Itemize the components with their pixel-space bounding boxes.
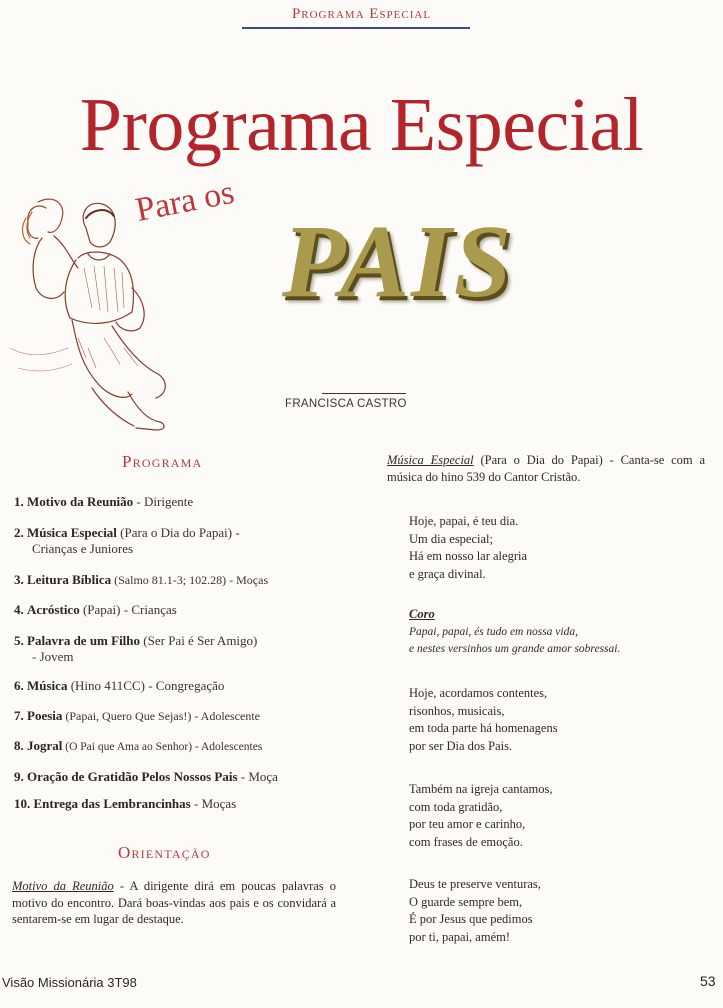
verse-stanza-3	[409, 781, 553, 851]
item-detail: (Papai) - Crianças	[79, 602, 177, 617]
musica-intro	[387, 452, 705, 485]
page-number: 53	[700, 973, 716, 989]
programa-item	[14, 572, 344, 588]
verse-coro	[409, 606, 620, 659]
verse-line: com toda gratidão,	[409, 799, 503, 814]
verse-line: Papai, papai, és tudo em nossa vida,	[409, 625, 578, 638]
programa-item	[14, 633, 344, 665]
subtitle-para-os: Para os	[132, 173, 238, 230]
father-daughter-illustration	[8, 188, 178, 438]
verse-line: risonhos, musicais,	[409, 703, 505, 718]
verse-line: Um dia especial;	[409, 531, 493, 546]
item-number: 4.	[14, 602, 24, 617]
item-title: Motivo da Reunião	[27, 494, 134, 509]
author-rule	[322, 393, 406, 394]
running-head-rule	[242, 27, 470, 29]
item-number: 6.	[14, 678, 24, 693]
item-detail: (Ser Pai é Ser Amigo)	[140, 633, 258, 648]
programa-item	[14, 525, 344, 557]
item-number: 2.	[14, 525, 24, 540]
programa-item	[14, 708, 344, 724]
item-title: Entrega das Lembrancinhas	[33, 796, 191, 811]
coro-label: Coro	[409, 607, 435, 621]
item-detail: - Moças	[190, 796, 237, 811]
programa-item	[14, 494, 344, 510]
programa-heading: Programa	[122, 452, 203, 471]
item-number: 8.	[14, 738, 24, 753]
item-title: Jogral	[27, 738, 63, 753]
verse-line: por ser Dia dos Pais.	[409, 738, 513, 753]
verse-line: Também na igreja cantamos,	[409, 782, 553, 796]
item-number: 7.	[14, 708, 24, 723]
item-detail: (O Pai que Ama ao Senhor) - Adolescentes	[62, 741, 263, 753]
musica-intro-text: (Para o Dia do Papai) - Canta-se com a música do hino 539 do Cantor Cristão.	[387, 453, 705, 484]
item-number: 1.	[14, 494, 24, 509]
orientacao-heading: Orientação	[118, 843, 211, 862]
item-detail: (Para o Dia do Papai) -	[116, 525, 240, 540]
item-detail: (Papai, Quero Que Sejas!) - Adolescente	[62, 709, 260, 723]
item-detail: (Hino 411CC) - Congregação	[67, 678, 225, 693]
verse-stanza-2	[409, 685, 558, 755]
item-title: Música Especial	[27, 525, 117, 540]
item-detail: (Salmo 81.1-3; 102.28) - Moças	[111, 573, 269, 587]
verse-line: Deus te preserve venturas,	[409, 877, 541, 891]
verse-line: por ti, papai, amém!	[409, 929, 511, 944]
subtitle-pais: PAIS	[282, 204, 514, 319]
item-detail: - Dirigente	[133, 494, 194, 509]
orientacao-text: - A dirigente dirá em poucas palavras o motivo do encontro. Dará boas-vindas aos pais e os convidará a sentarem-se em lugar de destaque.	[12, 879, 336, 926]
item-number: 3.	[14, 572, 24, 587]
item-number: 9.	[14, 769, 24, 784]
item-detail-cont: Crianças e Juniores	[32, 541, 134, 556]
running-head: Programa Especial	[291, 6, 432, 22]
verse-line: O guarde sempre bem,	[409, 894, 523, 909]
verse-line: e graça divinal.	[409, 566, 486, 581]
verse-stanza-1	[409, 513, 527, 583]
page-title: Programa Especial	[79, 83, 644, 167]
verse-line: e nestes versinhos um grande amor sobressai.	[409, 643, 621, 655]
programa-item	[14, 769, 344, 785]
item-title: Acróstico	[27, 602, 80, 617]
item-title: Poesia	[27, 708, 63, 723]
author-name: FRANCISCA CASTRO	[285, 398, 407, 410]
verse-line: Há em nosso lar alegria	[409, 549, 528, 563]
item-title: Música	[27, 678, 68, 693]
item-number: 5.	[14, 633, 24, 648]
programa-item	[14, 678, 344, 694]
verse-line: por teu amor e carinho,	[409, 817, 526, 831]
item-title: Palavra de um Filho	[27, 633, 141, 648]
footer-publication: Visão Missionária 3T98	[2, 975, 137, 990]
orientacao-label: Motivo da Reunião	[12, 879, 114, 893]
verse-line: em toda parte há homenagens	[409, 721, 558, 735]
item-title: Leitura Bíblica	[27, 572, 112, 587]
verse-line: Hoje, papai, é teu dia.	[409, 514, 519, 528]
item-title: Oração de Gratidão Pelos Nossos Pais	[27, 769, 238, 784]
item-number: 10.	[14, 796, 31, 811]
musica-label: Música Especial	[387, 453, 474, 467]
verse-line: Hoje, acordamos contentes,	[409, 686, 548, 700]
verse-line: É por Jesus que pedimos	[409, 912, 533, 926]
verse-line: com frases de emoção.	[409, 834, 523, 849]
programa-item	[14, 602, 344, 618]
item-detail: - Moça	[237, 769, 278, 784]
orientacao-paragraph	[12, 878, 336, 928]
programa-item	[14, 796, 344, 812]
programa-item	[14, 738, 344, 755]
verse-stanza-4	[409, 876, 541, 946]
item-detail-cont: - Jovem	[32, 649, 74, 664]
